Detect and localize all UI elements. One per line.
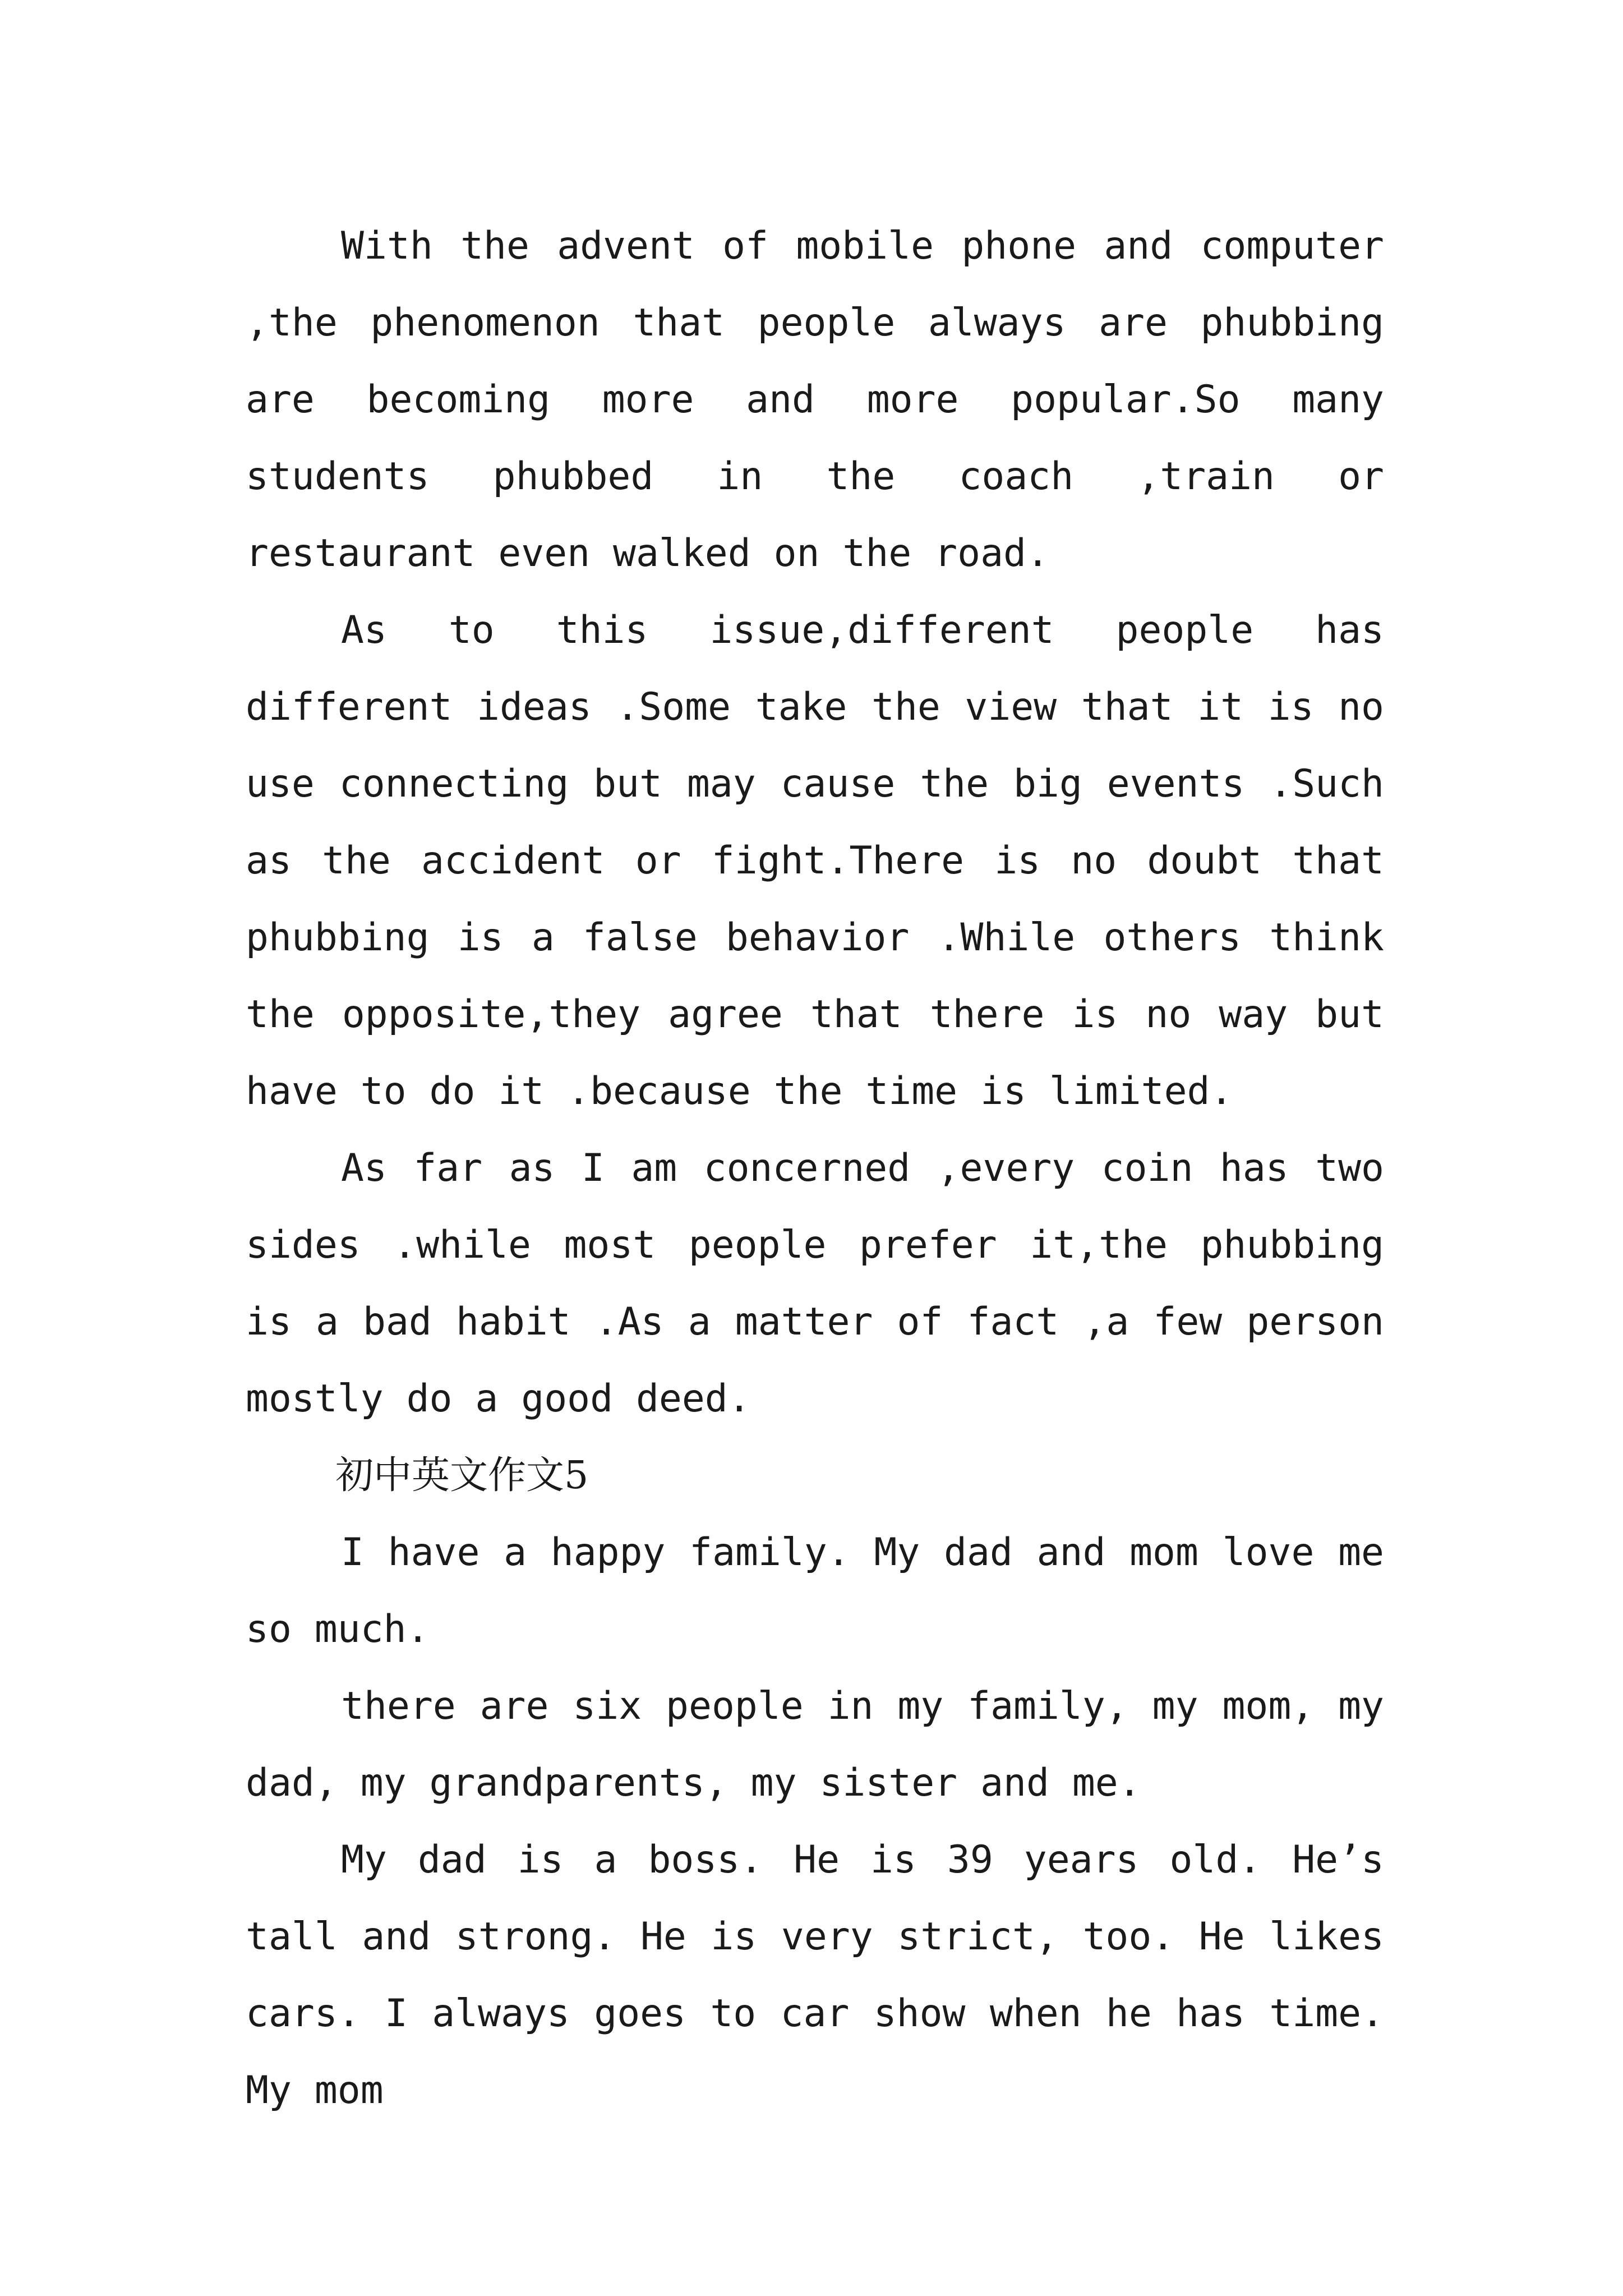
essay-heading: 初中英文作文5 xyxy=(335,1453,589,1498)
paragraph-different-ideas: As to this issue,different people has different ideas .Some take the view that it is no use connecting but may cause the big events .Such as the accident or fight.There is no doubt that phubbing is a false behavior .While others think the opposite,they agree that there is no way but have to do it .because the time is limited. xyxy=(246,608,1384,1114)
document-body xyxy=(246,208,1384,2129)
paragraph-phubbing-intro: With the advent of mobile phone and computer ,the phenomenon that people always are phubbing are becoming more and more popular.So many students phubbed in the coach ,train or restaurant even walked on the road. xyxy=(246,224,1384,576)
paragraph-happy-family: I have a happy family. My dad and mom love me so much. xyxy=(246,1530,1384,1651)
paragraph-concerned: As far as I am concerned ,every coin has two sides .while most people prefer it,the phubbing is a bad habit .As a matter of fact ,a few person mostly do a good deed. xyxy=(246,1146,1384,1421)
paragraph-six-people: there are six people in my family, my mom, my dad, my grandparents, my sister and me. xyxy=(246,1684,1384,1805)
paragraph-dad-boss: My dad is a boss. He is 39 years old. He’s tall and strong. He is very strict, too. He likes cars. I always goes to car show when he has time. My mom xyxy=(246,1838,1384,2113)
